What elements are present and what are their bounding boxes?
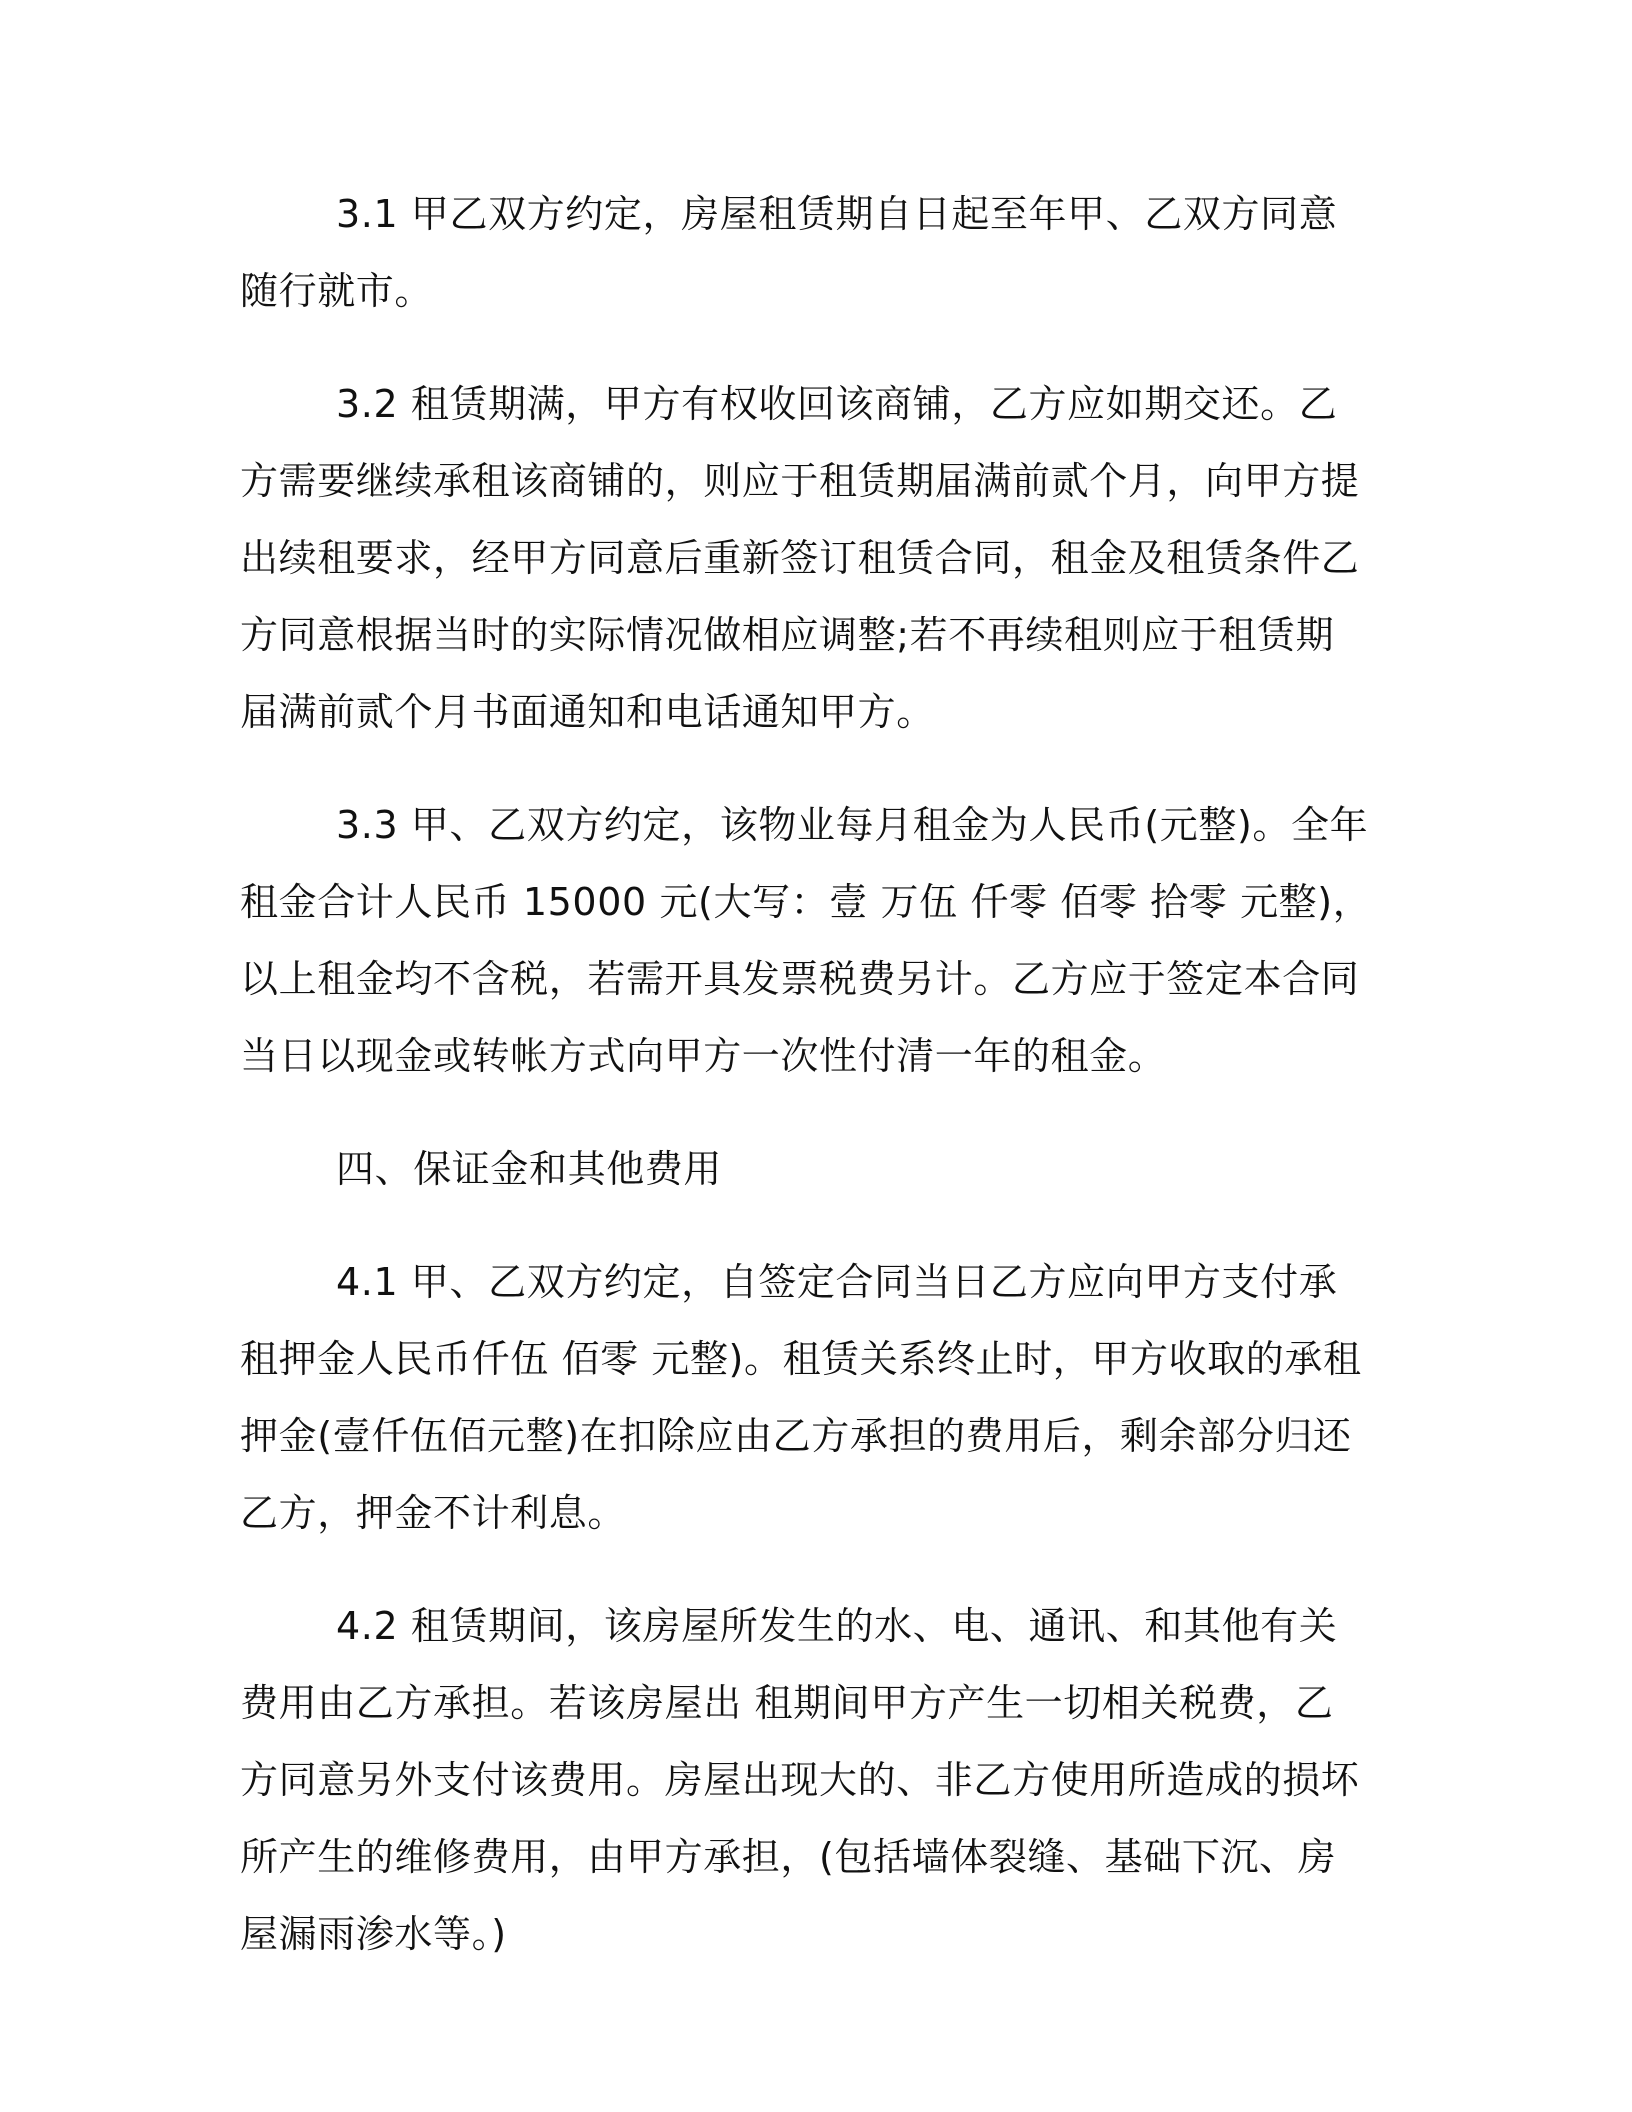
clause-4-1: 4.1 甲、乙双方约定，自签定合同当日乙方应向甲方支付承租押金人民币仟伍 佰零 元整)。租赁关系终止时，甲方收取的承租押金(壹仟伍佰元整)在扣除应由乙方承担的费用后，剩余部分归还乙方，押金不计利息。	[240, 1260, 1362, 1535]
document-page	[240, 176, 1372, 2009]
clause-3-2: 3.2 租赁期满，甲方有权收回该商铺，乙方应如期交还。乙方需要继续承租该商铺的，则应于租赁期届满前贰个月，向甲方提出续租要求，经甲方同意后重新签订租赁合同，租金及租赁条件乙方同意根据当时的实际情况做相应调整;若不再续租则应于租赁期届满前贰个月书面通知和电话通知甲方。	[240, 382, 1360, 734]
clause-4-2: 4.2 租赁期间，该房屋所发生的水、电、通讯、和其他有关费用由乙方承担。若该房屋出 租期间甲方产生一切相关税费，乙方同意另外支付该费用。房屋出现大的、非乙方使用所造成的损坏所产生的维修费用，由甲方承担，(包括墙体裂缝、基础下沉、房屋漏雨渗水等。)	[240, 1604, 1360, 1956]
clause-3-3: 3.3 甲、乙双方约定，该物业每月租金为人民币(元整)。全年租金合计人民币 15000 元(大写：壹 万伍 仟零 佰零 拾零 元整)，以上租金均不含税，若需开具发票税费另计。乙方应于签定本合同当日以现金或转帐方式向甲方一次性付清一年的租金。	[240, 803, 1372, 1078]
section-4-heading: 四、保证金和其他费用	[336, 1147, 723, 1191]
clause-3-1: 3.1 甲乙双方约定，房屋租赁期自日起至年甲、乙双方同意随行就市。	[240, 192, 1338, 313]
